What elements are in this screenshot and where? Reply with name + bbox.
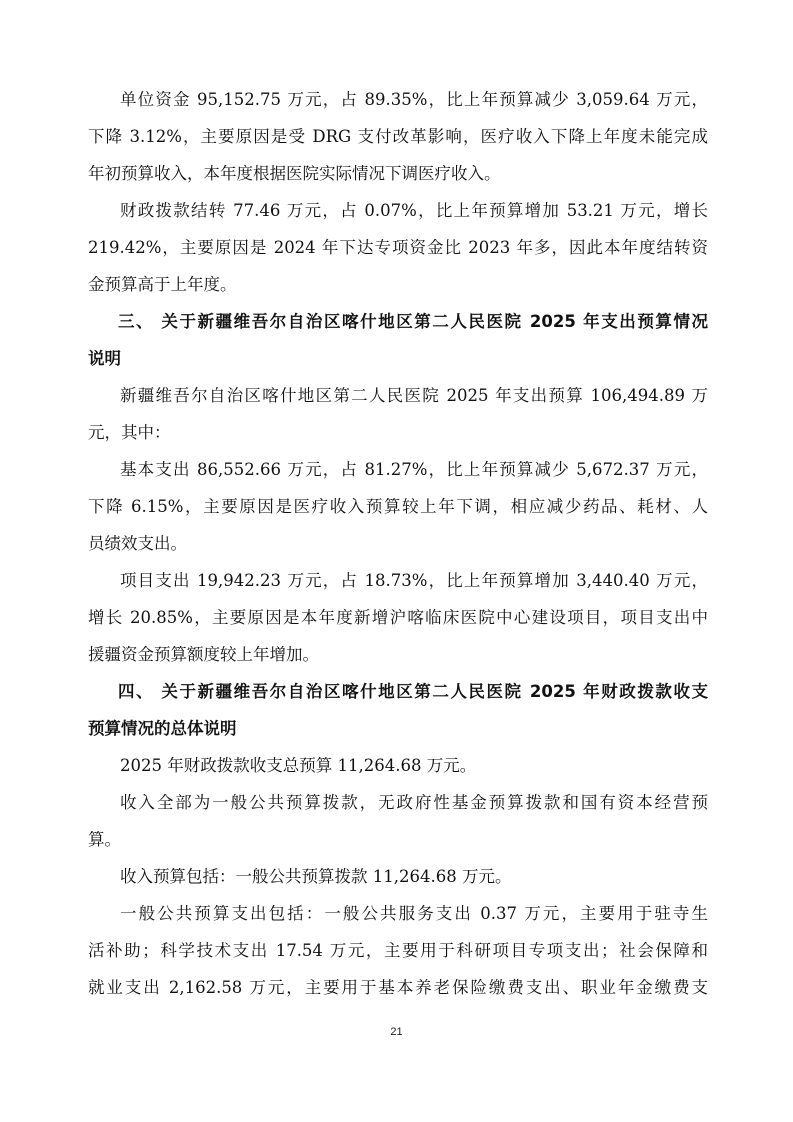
paragraph-2-line-2: 219.42%，主要原因是 2024 年下达专项资金比 2023 年多，因此本年度结转资 bbox=[88, 238, 708, 257]
paragraph-2-line-3: 金预算高于上年度。 bbox=[88, 275, 237, 294]
paragraph-6-line-1: 项目支出 19,942.23 万元，占 18.73%，比上年预算增加 3,440.40 万元， bbox=[120, 571, 708, 590]
section-heading-4-line-1: 四、 关于新疆维吾尔自治区喀什地区第二人民医院 2025 年财政拨款收支 bbox=[118, 682, 708, 701]
paragraph-11-line-2: 活补助；科学技术支出 17.54 万元，主要用于科研项目专项支出；社会保障和 bbox=[88, 941, 708, 960]
paragraph-8-line-1: 2025 年财政拨款收支总预算 11,264.68 万元。 bbox=[120, 756, 477, 775]
paragraph-1-line-3: 年初预算收入，本年度根据医院实际情况下调医疗收入。 bbox=[88, 164, 501, 183]
paragraph-6-line-2: 增长 20.85%，主要原因是本年度新增沪喀临床医院中心建设项目，项目支出中 bbox=[88, 608, 708, 627]
paragraph-11-line-1: 一般公共预算支出包括：一般公共服务支出 0.37 万元，主要用于驻寺生 bbox=[120, 904, 708, 923]
section-heading-3-line-1: 三、 关于新疆维吾尔自治区喀什地区第二人民医院 2025 年支出预算情况 bbox=[118, 312, 708, 331]
section-heading-4-line-2: 预算情况的总体说明 bbox=[88, 719, 237, 738]
paragraph-9-line-1: 收入全部为一般公共预算拨款，无政府性基金预算拨款和国有资本经营预 bbox=[120, 793, 708, 812]
paragraph-9-line-2: 算。 bbox=[88, 830, 121, 849]
page-number: 21 bbox=[390, 1026, 403, 1038]
paragraph-5-line-3: 员绩效支出。 bbox=[88, 534, 187, 553]
paragraph-11-line-3: 就业支出 2,162.58 万元，主要用于基本养老保险缴费支出、职业年金缴费支 bbox=[88, 978, 708, 997]
paragraph-5-line-2: 下降 6.15%，主要原因是医疗收入预算较上年下调，相应减少药品、耗材、人 bbox=[88, 497, 708, 516]
paragraph-2-line-1: 财政拨款结转 77.46 万元，占 0.07%，比上年预算增加 53.21 万元，增长 bbox=[120, 201, 708, 220]
section-heading-3-line-2: 说明 bbox=[88, 349, 121, 368]
paragraph-1-line-2: 下降 3.12%，主要原因是受 DRG 支付改革影响，医疗收入下降上年度未能完成 bbox=[88, 127, 708, 146]
paragraph-4-line-2: 元，其中： bbox=[88, 423, 171, 442]
paragraph-4-line-1: 新疆维吾尔自治区喀什地区第二人民医院 2025 年支出预算 106,494.89 万 bbox=[120, 386, 708, 405]
paragraph-5-line-1: 基本支出 86,552.66 万元，占 81.27%，比上年预算减少 5,672.37 万元， bbox=[120, 460, 708, 479]
paragraph-1-line-1: 单位资金 95,152.75 万元，占 89.35%，比上年预算减少 3,059.64 万元， bbox=[120, 90, 708, 109]
paragraph-6-line-3: 援疆资金预算额度较上年增加。 bbox=[88, 645, 319, 664]
paragraph-10-line-1: 收入预算包括：一般公共预算拨款 11,264.68 万元。 bbox=[120, 867, 512, 886]
